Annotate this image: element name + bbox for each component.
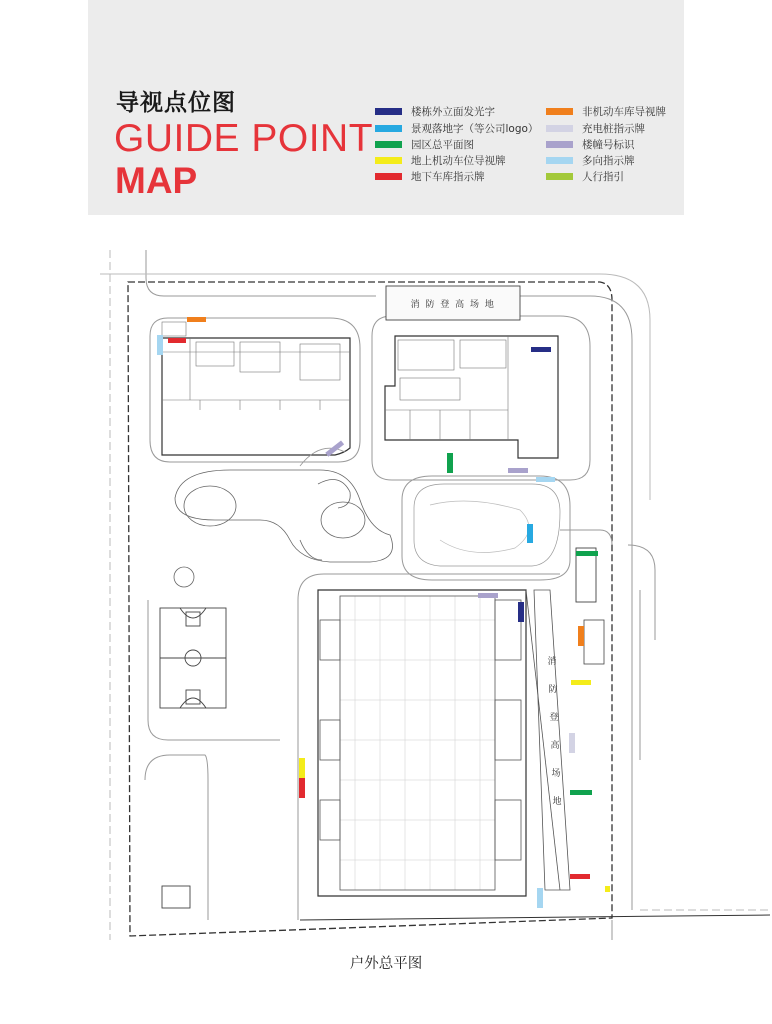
legend-item (375, 104, 495, 118)
marker-ground-parking-sign (299, 758, 305, 778)
legend-label: 多向指示牌 (582, 154, 635, 167)
svg-text:场: 场 (551, 769, 561, 779)
legend-swatch (375, 141, 402, 148)
marker-ground-parking-sign (605, 886, 610, 892)
legend-label: 楼栋外立面发光字 (411, 105, 495, 118)
legend-label: 非机动车库导视牌 (582, 105, 666, 118)
legend-swatch (375, 173, 402, 180)
landscape-oval (414, 484, 560, 566)
legend-swatch (546, 125, 573, 132)
legend-label: 地上机动车位导视牌 (411, 154, 506, 167)
legend-swatch (375, 157, 402, 164)
legend-label: 楼幢号标识 (582, 138, 635, 151)
marker-site-plan (570, 790, 592, 795)
legend-swatch (546, 173, 573, 180)
legend-item (546, 137, 635, 151)
svg-text:地: 地 (552, 797, 562, 807)
marker-site-plan (576, 551, 598, 556)
marker-landscape-logo (527, 524, 533, 543)
svg-text:消: 消 (547, 657, 557, 667)
marker-facade-lettering (531, 347, 551, 352)
marker-underground-garage-sign (299, 778, 305, 798)
legend-item (546, 104, 666, 118)
page-title-english-line1: GUIDE POINT (114, 117, 374, 160)
legend-swatch (546, 157, 573, 164)
marker-ground-parking-sign (571, 680, 591, 685)
guard-house-right (576, 548, 596, 602)
svg-text:防: 防 (548, 685, 558, 695)
road-outline (146, 250, 376, 296)
guard-house-bottom (162, 886, 190, 908)
marker-bike-signage (187, 317, 206, 322)
marker-multi-direction-sign (536, 477, 555, 482)
legend-swatch (546, 141, 573, 148)
legend-swatch (546, 108, 573, 115)
marker-underground-garage-sign (570, 874, 590, 879)
svg-text:高: 高 (550, 741, 560, 751)
marker-charging-sign (569, 733, 575, 753)
page-title-english-line2: MAP (115, 160, 198, 201)
marker-multi-direction-sign (157, 335, 163, 355)
legend-label: 景观落地字（等公司logo） (411, 122, 539, 135)
map-caption: 户外总平图 (349, 956, 423, 972)
marker-bike-signage (578, 626, 584, 646)
legend-item (375, 121, 538, 135)
fire-access-area-right (534, 590, 570, 890)
site-plan-map (0, 230, 772, 950)
marker-building-number (508, 468, 528, 473)
legend-item (375, 137, 474, 151)
legend-item (546, 153, 635, 167)
marker-underground-garage-sign (168, 338, 186, 343)
legend-item (546, 121, 645, 135)
landscape-garden (174, 448, 393, 587)
building-b (385, 336, 558, 458)
legend-label: 地下车库指示牌 (411, 170, 485, 183)
bike-shed (584, 620, 604, 664)
marker-multi-direction-sign (537, 888, 543, 908)
marker-building-number (478, 593, 498, 598)
header-panel (88, 0, 684, 215)
legend-swatch (375, 125, 402, 132)
fire-access-area-label: 消 防 登 高 场 地 (410, 300, 496, 310)
svg-text:登: 登 (549, 713, 559, 723)
road-outline (148, 600, 280, 740)
basketball-court (160, 608, 226, 708)
legend-swatch (375, 108, 402, 115)
legend-item (546, 169, 624, 183)
legend-label: 园区总平面图 (411, 138, 474, 151)
legend-item (375, 153, 506, 167)
marker-site-plan (447, 453, 453, 473)
legend-label: 人行指引 (582, 170, 624, 183)
legend-item (375, 169, 485, 183)
marker-facade-lettering (518, 602, 524, 622)
page-title-chinese: 导视点位图 (116, 90, 236, 116)
legend-label: 充电桩指示牌 (582, 122, 645, 135)
road-outline (560, 530, 612, 545)
road-outline (402, 476, 570, 580)
